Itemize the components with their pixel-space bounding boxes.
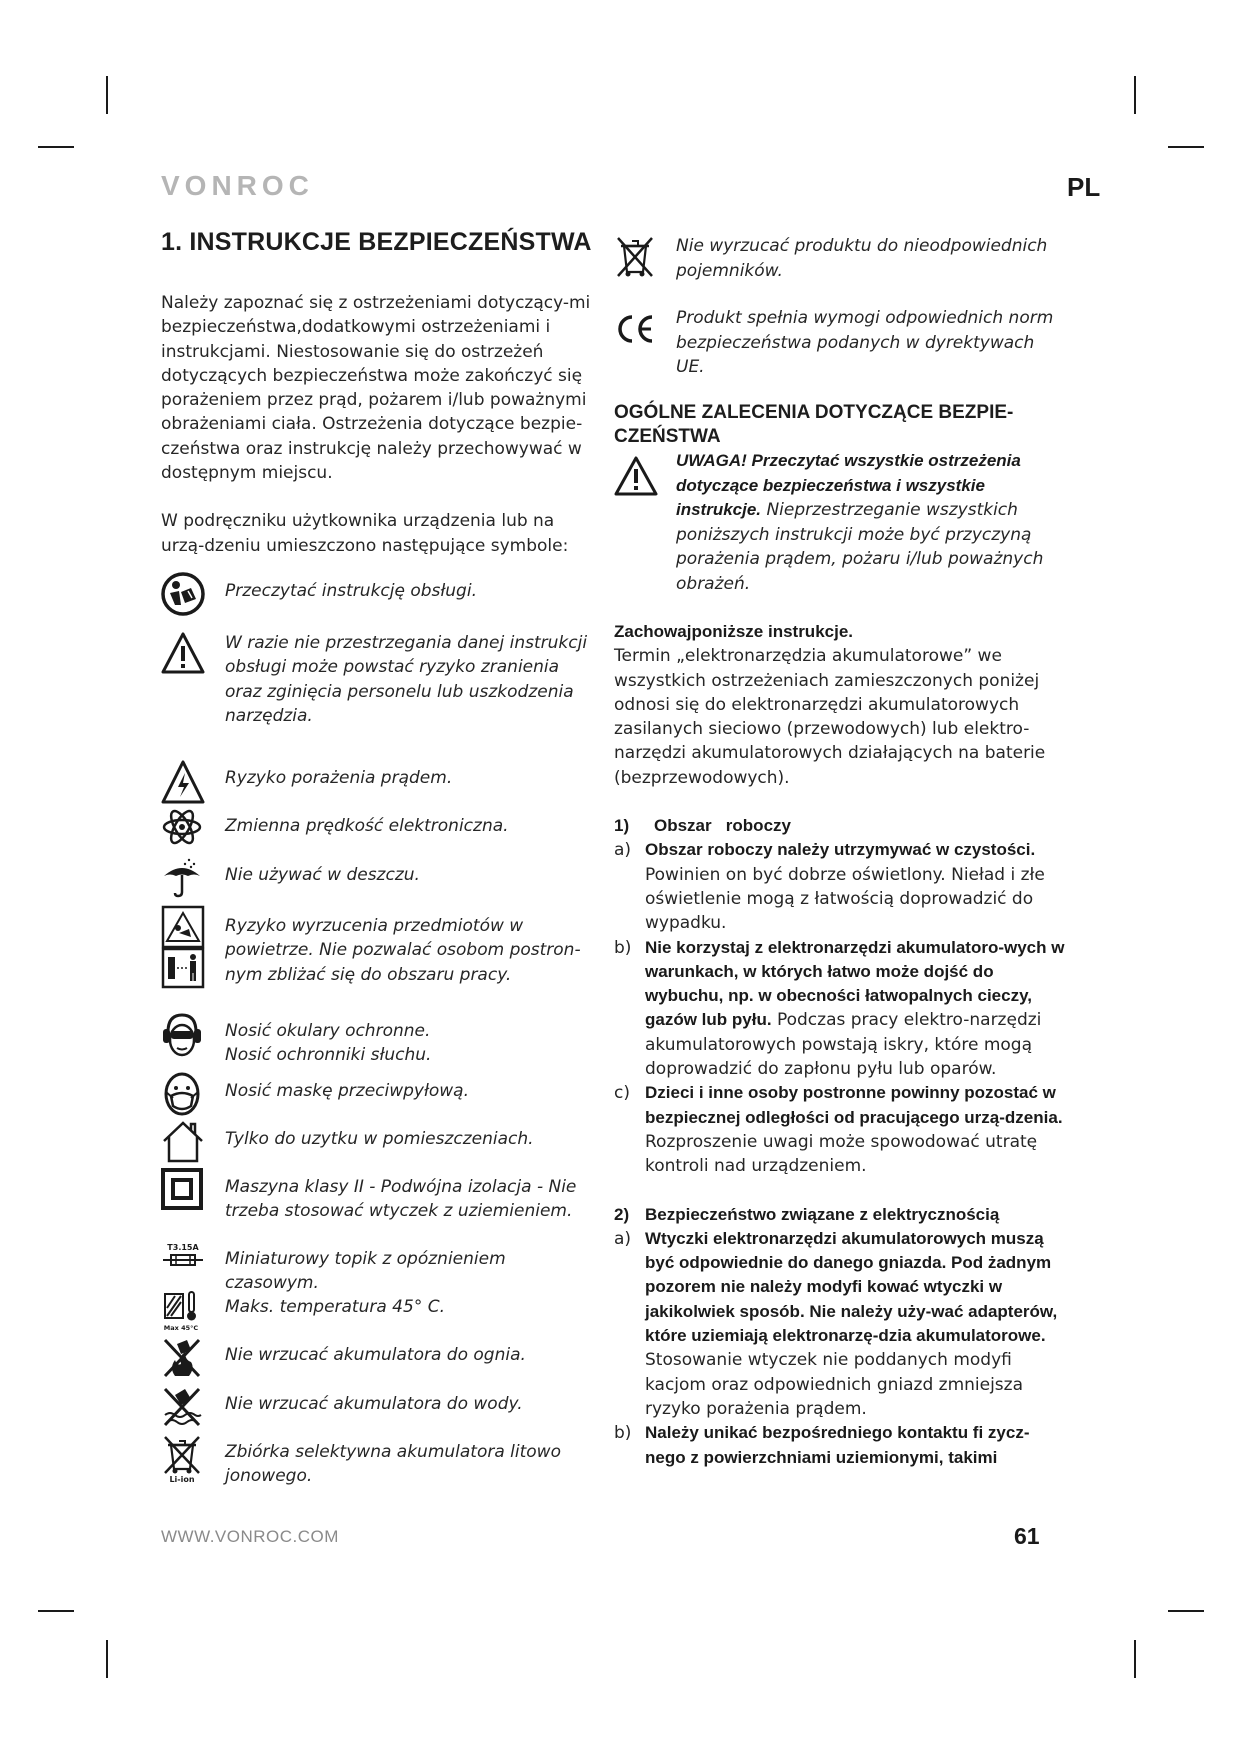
variable-speed-icon [161,807,225,847]
max-temp-label: Max 45°C [163,1323,199,1332]
symbol-row [161,856,601,905]
crop-mark [106,76,108,114]
goggles-earmuffs-icon [161,1012,225,1058]
item-label: b) [614,937,632,958]
crop-mark [38,146,74,148]
section-title: Obszar roboczy [654,816,791,836]
symbol-text: Nosić maskę przeciwpyłową. [225,1080,469,1101]
section-number: 1) [614,816,630,836]
crop-mark [1168,146,1204,148]
symbol-row [161,1120,601,1168]
symbol-row [161,1072,601,1120]
symbol-row [161,905,601,1002]
item-text: Podczas pracy elektro-narzędzi akumulatorowych powstają iskry, które mogą doprowadzić do zapłonu pyłu lub oparów. [645,1010,1042,1080]
goggles-text: Nosić okulary ochronne. [225,1020,431,1041]
symbol-text: Przeczytać instrukcję obsługi. [225,580,477,601]
general-safety-title: OGÓLNE ZALECENIA DOTYCZĄCE BEZPIE-CZEŃSTWA [614,402,1014,447]
symbol-text: Nie wyrzucać produktu do nieodpowiednich pojemników. [676,236,1048,281]
list-item [614,1227,1066,1421]
term-paragraph: Termin „elektronarzędzia akumulatorowe” we wszystkich ostrzeżeniach zamieszczonych poniżej odnosi się do elektronarzędzi akumulatorowych zasilanych sieciowo (przewodowych) lub elektro-narzędzi akumulatorowych działających na baterie (bezprzewodowych). [614,646,1046,788]
section-number: 2) [614,1204,630,1224]
earmuffs-text: Nosić ochronniki słuchu. [225,1045,432,1066]
item-label: c) [614,1083,630,1104]
item-label: a) [614,840,632,861]
symbol-row [161,1240,601,1294]
warning-triangle-icon [161,631,225,675]
warning-bold: UWAGA! Przeczytać wszystkie ostrzeżenia dotyczące bezpieczeństwa i wszystkie instrukcje. [676,451,1021,519]
symbol-row [161,1012,601,1072]
electric-shock-icon [161,759,225,805]
symbol-text [225,1012,431,1068]
no-water-icon [161,1385,225,1429]
li-ion-label: Li-ion [169,1474,195,1483]
symbol-row [614,232,1066,298]
ce-mark-icon [614,306,676,344]
section-title: Bezpieczeństwo związane z elektrycznością [645,1204,1000,1224]
item-text: Powinien on być dobrze oświetlony. Nieład i złe oświetlenie mogą z łatwością doprowadzić do wypadku. [645,864,1045,934]
fuse-label: T3.15A [167,1242,199,1252]
symbol-row [161,572,601,621]
item-text: Rozproszenie uwagi może spowodować utratę kontroli nad urządzeniem. [645,1131,1038,1177]
indoor-use-icon [161,1120,225,1164]
symbol-text: Maks. temperatura 45° C. [225,1296,445,1317]
item-label: b) [614,1423,632,1444]
item-bold: Należy unikać bezpośredniego kontaktu fi zycz-nego z powierzchniami uziemionymi, takimi [645,1423,1030,1467]
li-ion-recycle-icon [161,1433,225,1483]
section-heading [614,814,1066,838]
item-text: Stosowanie wtyczek nie poddanych modyfi kacjom oraz odpowiednich gniazd zmniejsza ryzyko porażenia prądem. [645,1350,1024,1419]
symbol-text: Produkt spełnia wymogi odpowiednich norm bezpieczeństwa podanych w dyrektywach UE. [676,308,1054,377]
crop-mark [106,1640,108,1678]
symbol-text: Nie wrzucać akumulatora do ognia. [225,1344,526,1365]
read-manual-icon [161,572,225,616]
symbol-text: Miniaturowy topik z opóznieniem czasowym. [225,1248,506,1294]
symbol-text: Nie używać w deszczu. [225,864,420,885]
warning-text: Nieprzestrzeganie wszystkich poniższych instrukcji może być przyczyną porażenia prądem, pożaru i/lub poważnych obrażeń. [676,500,1044,594]
symbol-row [161,1385,601,1433]
symbol-row [161,1433,601,1493]
item-bold: Wtyczki elektronarzędzi akumulatorowych muszą być odpowiednie do danego gniazda. Pod żadnym pozorem nie należy modyfi kować wtyczki w jakikolwiek sposób. Nie należy uży-wać adapterów, które uziemiają elektronarzę-dzia akumulatorowe. [645,1228,1058,1346]
item-bold: Dzieci i inne osoby postronne powinny pozostać w bezpiecznej odległości od pracującego urzą-dzenia. [645,1083,1063,1127]
list-item [614,936,1066,1082]
symbol-text: Zbiórka selektywna akumulatora litowo jonowego. [225,1441,561,1487]
warning-triangle-icon [614,449,676,497]
warning-text-block [676,449,1066,596]
symbol-text: Nie wrzucać akumulatora do wody. [225,1393,523,1414]
crop-mark [1134,1640,1136,1678]
symbol-row [161,807,601,856]
section-title: 1. INSTRUKCJE BEZPIECZEŃSTWA [161,228,592,256]
symbol-text: Zmienna prędkość elektroniczna. [225,815,509,836]
page-number: 61 [1014,1523,1040,1549]
item-label: a) [614,1228,632,1249]
symbols-intro: W podręczniku użytkownika urządzenia lub na urzą-dzeniu umieszczono następujące symbole: [161,511,569,556]
symbol-text: Ryzyko wyrzucenia przedmiotów w powietrze. Nie pozwalać osobom postron-nym zbliżać się do obszaru pracy. [225,915,581,985]
website-url: WWW.VONROC.COM [161,1527,339,1546]
right-column [614,232,1066,1470]
list-item [614,1421,1066,1470]
symbol-row [161,1336,601,1385]
symbol-row [161,631,601,759]
brand-logo: VONROC [161,170,314,201]
list-item [614,1081,1066,1178]
symbol-row [161,1168,601,1240]
item-bold: Nie korzystaj z elektronarzędzi akumulatoro-wych w warunkach, w których łatwo może dojść do wybuchu, np. w obecności łatwopalnych cieczy, gazów lub pyłu. [645,937,1065,1030]
list-item [614,838,1066,935]
no-rain-icon [161,856,225,898]
weee-bin-icon [614,232,676,280]
warning-block [614,449,1066,596]
max-temperature-icon [161,1288,225,1332]
crop-mark [38,1610,74,1612]
crop-mark [1134,76,1136,114]
section-heading [614,1203,1066,1227]
fuse-icon [161,1240,225,1274]
class-ii-icon [161,1168,225,1210]
no-fire-icon [161,1336,225,1380]
symbol-row [614,306,1066,399]
symbol-text: Ryzyko porażenia prądem. [225,767,453,788]
language-code: PL [1067,172,1101,202]
dust-mask-icon [161,1072,225,1116]
symbol-list [161,572,601,1493]
symbol-text: Tylko do uzytku w pomieszczeniach. [225,1128,534,1149]
item-bold: Obszar roboczy należy utrzymywać w czystości. [645,840,1036,860]
left-column [161,228,601,1493]
symbol-text: W razie nie przestrzegania danej instrukcji obsługi może powstać ryzyko zranienia oraz zginięcia personelu lub uszkodzenia narzędzia. [225,632,588,727]
flying-objects-icon [161,905,225,989]
symbol-text: Maszyna klasy II - Podwójna izolacja - Nie trzeba stosować wtyczek z uziemieniem. [225,1176,577,1222]
crop-mark [1168,1610,1204,1612]
intro-paragraph: Należy zapoznać się z ostrzeżeniami dotyczący-mi bezpieczeństwa,dodatkowymi ostrzeżeniami i instrukcjami. Niestosowanie się do ostrzeżeń dotyczących bezpieczeństwa może zakończyć się porażeniem przez prąd, pożarem i/lub poważnymi obrażeniami ciała. Ostrzeżenia dotyczące bezpie-czeństwa oraz instrukcję należy przechowywać w dostępnym miejscu. [161,293,591,484]
symbol-row [161,759,601,807]
keep-instructions: Zachowajponiższe instrukcje. [614,622,854,641]
